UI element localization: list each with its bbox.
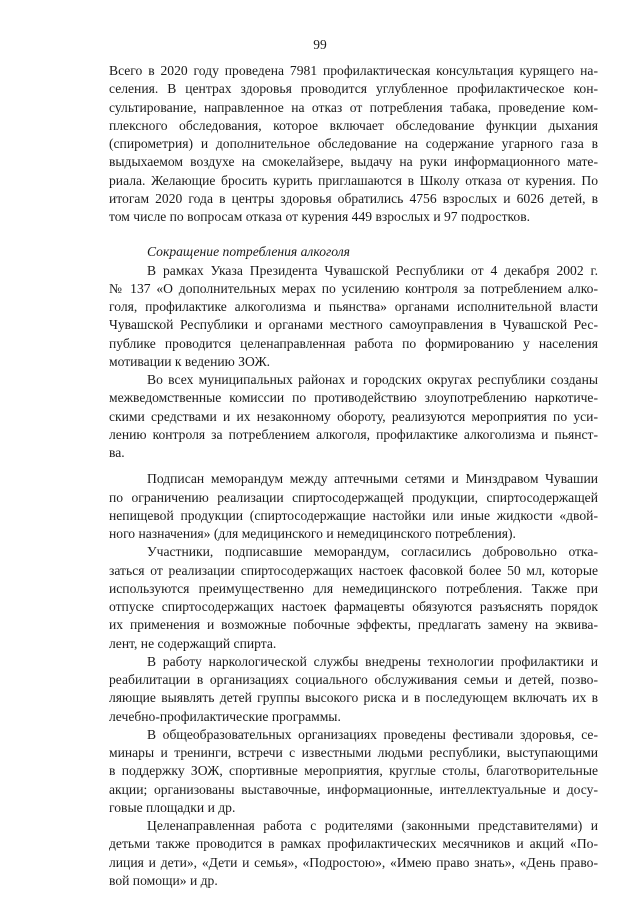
text-line: Участники, подписавшие меморандум, согласились добровольно отка- [147,544,598,560]
text-line: В рамках Указа Президента Чувашской Республики от 4 декабря 2002 г. [147,262,598,278]
text-line: по ограничению реализации спиртосодержащей продукции, спиртосодержащей [109,489,598,505]
text-line: реабилитации в организациях социального обслуживания семьи и детей, позво- [109,672,598,687]
text-line: Подписан меморандум между аптечными сетями и Минздравом Чувашии [147,471,598,487]
text-line: лент, не содержащий спирта. [109,635,277,651]
text-line: межведомственные комиссии по противодействию злоупотреблению наркотиче- [109,390,598,406]
text-line: риала. Желающие бросить курить приглашаются в Школу отказа от курения. По [109,172,598,188]
text-line: ва. [109,445,125,460]
paragraph-commissions [109,371,598,462]
text-line: № 137 «О дополнительных мерах по усилению контроля за потреблением алко- [109,280,598,296]
text-line: выдыхаемом воздухе на смокелайзере, выдачу на руки информационного мате- [109,154,598,170]
text-line: публике проводится целенаправленная работа по формированию у населения [109,335,598,351]
paragraph-participants [109,543,598,653]
paragraph-narcology [109,653,598,726]
text-line: (спирометрия) и дополнительное обследование на содержание угарного газа в [109,136,598,151]
text-line: говые площадки и др. [109,799,236,815]
text-line: плексного обследования, которое включает обследование функции дыхания [109,117,598,133]
text-line: итогам 2020 года в центры здоровья обратились 4756 взрослых и 6026 детей, в [109,190,598,206]
text-line: голя, профилактике алкоголизма и пьянства» органами исполнительной власти [109,299,598,314]
text-line: непищевой продукции (спиртосодержащие настойки или иные жидкости «двой- [109,507,598,523]
text-line: вой помощи» и др. [109,872,218,888]
page-content [109,62,598,890]
text-line: лиция и дети», «Дети и семья», «Подростою», «Имею право знать», «День право- [109,854,598,870]
section-heading: Сокращение потребления алкоголя [147,244,351,260]
text-line: Целенаправленная работа с родителями (законными представителями) и [147,818,598,833]
page-number: 99 [313,37,327,52]
text-line: лению контроля за потреблением алкоголя, профилактике алкоголизма и пьянст- [109,426,598,442]
paragraph-memorandum [109,470,598,543]
text-line: В общеобразовательных организациях проведены фестивали здоровья, се- [147,726,598,742]
paragraph-schools [109,726,598,817]
text-line: ного назначения» (для медицинского и немедицинского потребления). [109,526,516,541]
text-line: скими средствами и их незаконному обороту, реализуются мероприятия по уси- [109,408,598,424]
text-line: мотивации к ведению ЗОЖ. [109,353,271,369]
text-line: ляющие выявлять детей группы высокого риска и в последующем включать их в [109,690,598,706]
text-line: селения. В центрах здоровья проводится углубленное профилактическое кон- [109,81,598,97]
text-line: в поддержку ЗОЖ, спортивные мероприятия, круглые столы, благотворительные [109,763,598,779]
paragraph-parents [109,817,598,890]
text-line: Во всех муниципальных районах и городских округах республики созданы [147,372,598,387]
text-line: лечебно-профилактические программы. [109,708,341,724]
text-line: отпуске спиртосодержащих настоек фармацевты обязуются разъяснять порядок [109,599,598,614]
text-line: минары и тренинги, встречи с известными людьми республики, выступающими [109,745,598,760]
text-line: Всего в 2020 году проведена 7981 профилактическая консультация курящего на- [109,63,598,78]
text-line: В работу наркологической службы внедрены технологии профилактики и [147,653,598,669]
text-line: их применения и возможные побочные эффекты, предлагать замену на эквива- [109,617,598,633]
paragraph-decree [109,262,598,372]
intro-paragraph [109,62,598,226]
text-line: Чувашской Республики и органами местного самоуправления в Чувашской Рес- [109,317,598,333]
text-line: детьми также проводится в рамках профилактических месячников и акций «По- [109,836,598,852]
text-line: используются преимущественно для немедицинского потребления. Также при [109,580,598,596]
text-line: акции; организованы выставочные, информационные, интеллектуальные и досу- [109,781,598,797]
text-line: заться от реализации спиртосодержащих настоек фасовкой более 50 мл, которые [109,562,598,578]
text-line: сультирование, направленное на отказ от потребления табака, проведение ком- [109,99,598,115]
text-line: том числе по вопросам отказа от курения 449 взрослых и 97 подростков. [109,209,531,224]
